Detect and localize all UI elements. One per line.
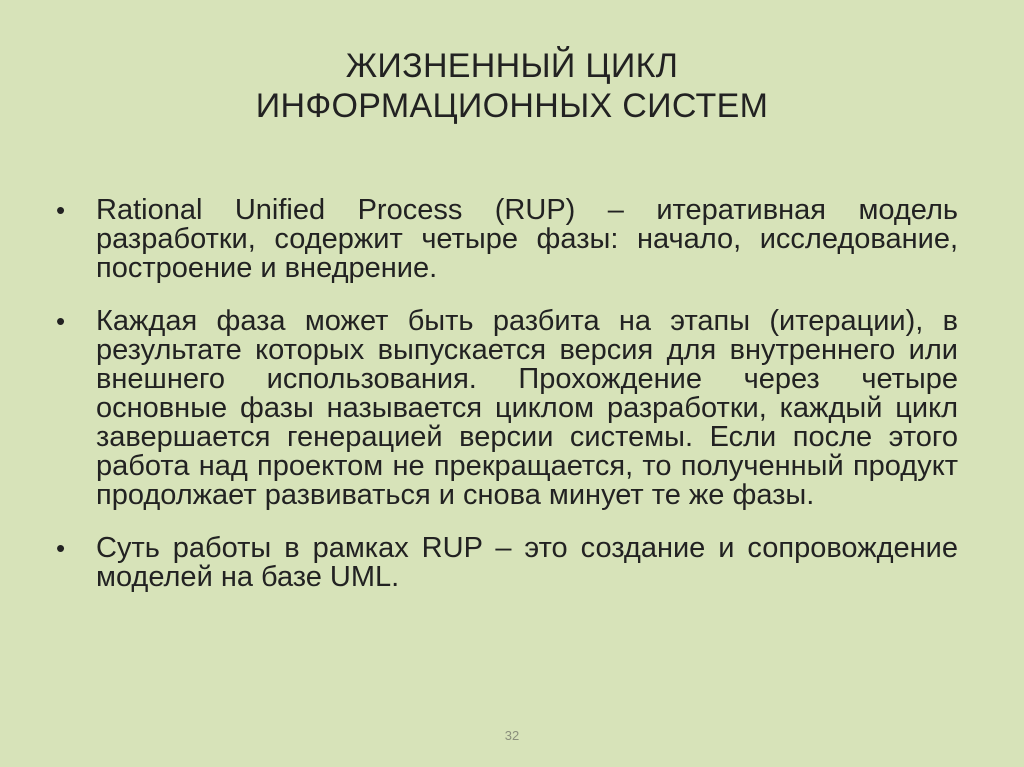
bullet-item-rup bbox=[56, 196, 958, 283]
bullet-text: Суть работы в рамках RUP – это создание и сопровождение моделей на базе UML. bbox=[96, 532, 958, 593]
slide-title-line-1: ЖИЗНЕННЫЙ ЦИКЛ bbox=[345, 47, 679, 85]
bullet-list bbox=[56, 196, 958, 616]
slide-title-line-2: ИНФОРМАЦИОННЫХ СИСТЕМ bbox=[255, 87, 769, 125]
bullet-item-phases bbox=[56, 307, 958, 510]
bullet-item-uml bbox=[56, 534, 958, 592]
bullet-text: Каждая фаза может быть разбита на этапы (итерации), в результате которых выпускается версия для внутреннего или внешнего использования. Прохождение через четыре основные фазы называется циклом разработки, каждый цикл завершается генерацией версии системы. Если после этого работа над проектом не прекращается, то полученный продукт продолжает развиваться и снова минует те же фазы. bbox=[96, 305, 958, 511]
bullet-icon: • bbox=[56, 306, 66, 336]
bullet-text: Rational Unified Process (RUP) – итеративная модель разработки, содержит четыре фазы: начало, исследование, построение и внедрение. bbox=[96, 194, 958, 284]
slide-number: 32 bbox=[504, 728, 520, 743]
bullet-icon: • bbox=[56, 195, 66, 225]
slide-title bbox=[0, 46, 1024, 126]
bullet-icon: • bbox=[56, 533, 66, 563]
